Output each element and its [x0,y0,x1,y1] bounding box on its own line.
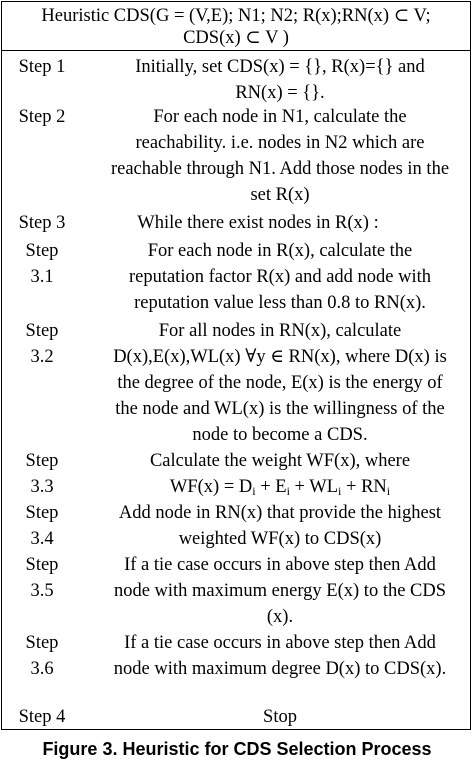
step-text-line: For each node in R(x), calculate the [147,241,413,261]
step-text-line: weighted WF(x) to CDS(x) [178,529,382,549]
formula-subscript: i [386,484,391,498]
step-description [72,210,444,236]
algorithm-table [1,1,471,730]
step-description [94,448,466,500]
header-line-2: CDS(x) ⊂ V ) [183,28,289,48]
step-label-bottom: 3.1 [30,267,54,287]
weight-formula [94,474,466,500]
step-description [94,104,466,208]
step-description [94,238,466,316]
formula-part: + E [255,477,287,497]
step-text-line: reachability. i.e. nodes in N2 which are [135,133,425,153]
step-label: Step 2 [18,107,66,127]
step-label [2,448,82,500]
formula-subscript: i [286,484,290,498]
formula-subscript: i [252,484,256,498]
formula-part: + WL [289,477,339,497]
step-label-bottom: 3.2 [30,347,54,367]
step-text-line: set R(x) [250,185,310,205]
step-label [2,238,82,290]
step-label-top: Step [25,555,59,575]
step-label-bottom: 3.4 [30,529,54,549]
step-description [94,704,466,730]
step-text-line: Calculate the weight WF(x), where [149,451,411,471]
step-label [2,552,82,604]
step-text-line: node with maximum energy E(x) to the CDS [113,581,447,601]
step-text-line: Initially, set CDS(x) = {}, R(x)={} and [135,57,425,77]
step-text-line: the degree of the node, E(x) is the energy of [117,373,443,393]
step-text-line: Stop [263,707,297,727]
step-label [2,318,82,370]
step-text-line: If a tie case occurs in above step then Add [124,555,436,575]
step-text-line: If a tie case occurs in above step then Add [124,633,436,653]
step-label-top: Step [25,503,59,523]
step-text-line: (x). [266,607,294,627]
step-text-line: reachable through N1. Add those nodes in the [110,159,450,179]
figure-caption: Figure 3. Heuristic for CDS Selection Process [42,739,432,759]
step-text-line: RN(x) = {}. [235,83,325,103]
step-description [94,318,466,448]
formula-part: WF(x) = D [169,477,253,497]
step-text-line: node with maximum degree D(x) to CDS(x). [113,659,447,679]
formula-part: + RN [341,477,387,497]
header-divider [2,50,470,51]
step-label-top: Step [25,241,59,261]
step-description [94,552,466,630]
header-line-1: Heuristic CDS(G = (V,E); N1; N2; R(x);RN(x) ⊂ V; [41,6,431,26]
step-text-line: reputation factor R(x) and add node with [128,267,432,287]
step-label-bottom: 3.3 [30,477,54,497]
step-description [94,500,466,552]
step-label-top: Step [25,633,59,653]
step-text-line: D(x),E(x),WL(x) ∀y ∈ RN(x), where D(x) is [113,347,447,367]
step-text-line: Add node in RN(x) that provide the highest [118,503,442,523]
step-label-top: Step [25,451,59,471]
formula-subscript: i [338,484,342,498]
step-description [94,630,466,682]
step-text-line: While there exist nodes in R(x) : [137,213,379,233]
step-label-bottom: 3.5 [30,581,54,601]
step-text-line: For all nodes in RN(x), calculate [158,321,402,341]
step-text-line: the node and WL(x) is the willingness of the [115,399,445,419]
step-label: Step 1 [18,57,66,77]
step-label [2,500,82,552]
step-text-line: For each node in N1, calculate the [153,107,407,127]
step-label-bottom: 3.6 [30,659,54,679]
step-label-top: Step [25,321,59,341]
step-text-line: reputation value less than 0.8 to RN(x). [134,293,426,313]
table-header [2,5,470,49]
step-description [94,54,466,106]
step-label: Step 4 [18,707,66,727]
step-label: Step 3 [18,213,66,233]
step-text-line: node to become a CDS. [192,425,368,445]
step-label [2,630,82,682]
